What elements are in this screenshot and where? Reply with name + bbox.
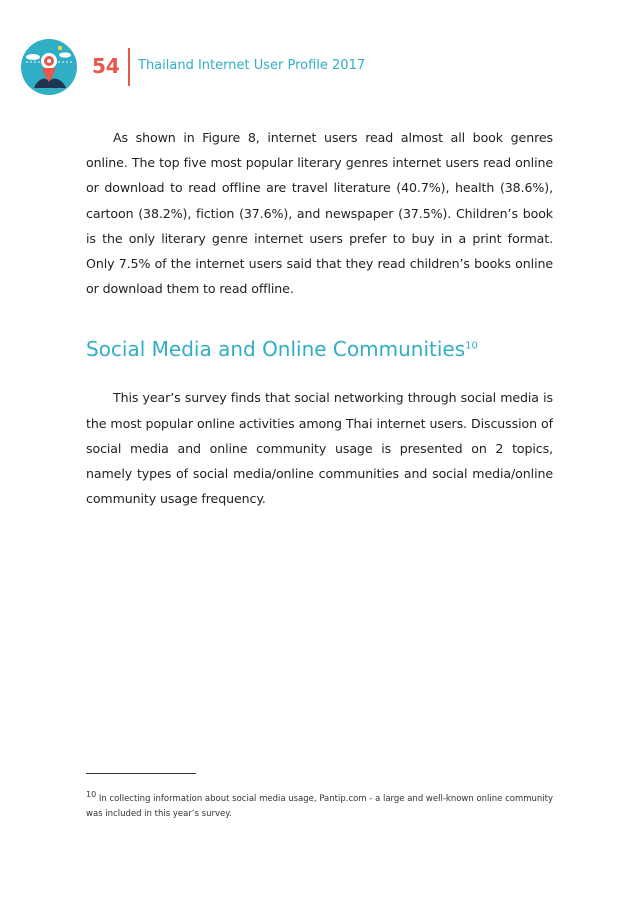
footnote — [86, 792, 556, 822]
footnote-divider — [86, 773, 196, 774]
body-paragraph: As shown in Figure 8, internet users read almost all book genres online. The top five most popular literary genres internet users read online or download to read offline are travel literature (40.7%), health (38.6%), cartoon (38.2%), fiction (37.6%), and newspaper (37.5%). Children’s book is the only literary genre internet users prefer to buy in a print format. Only 7.5% of the internet users said that they read children’s books online or download them to read offline. — [86, 130, 553, 297]
section-heading — [86, 335, 553, 363]
section-heading-text: Social Media and Online Communities — [86, 337, 466, 362]
page-number: 54 — [92, 54, 120, 78]
page-header — [20, 36, 620, 100]
running-title: Thailand Internet User Profile 2017 — [138, 58, 366, 73]
main-content — [86, 125, 553, 511]
footnote-text: In collecting information about social media usage, Pantip.com - a large and well-known online community was included in this year’s survey. — [86, 794, 554, 819]
body-paragraph: This year’s survey finds that social networking through social media is the most popular online activities among Thai internet users. Discussion of social media and online community usage is presented on 2 topics, namely types of social media/online communities and social media/online community usage frequency. — [86, 390, 553, 507]
footnote-marker: 10 — [86, 790, 97, 800]
pin-globe-icon — [20, 38, 78, 96]
header-divider — [128, 48, 130, 86]
footnote-reference[interactable]: 10 — [465, 340, 478, 352]
